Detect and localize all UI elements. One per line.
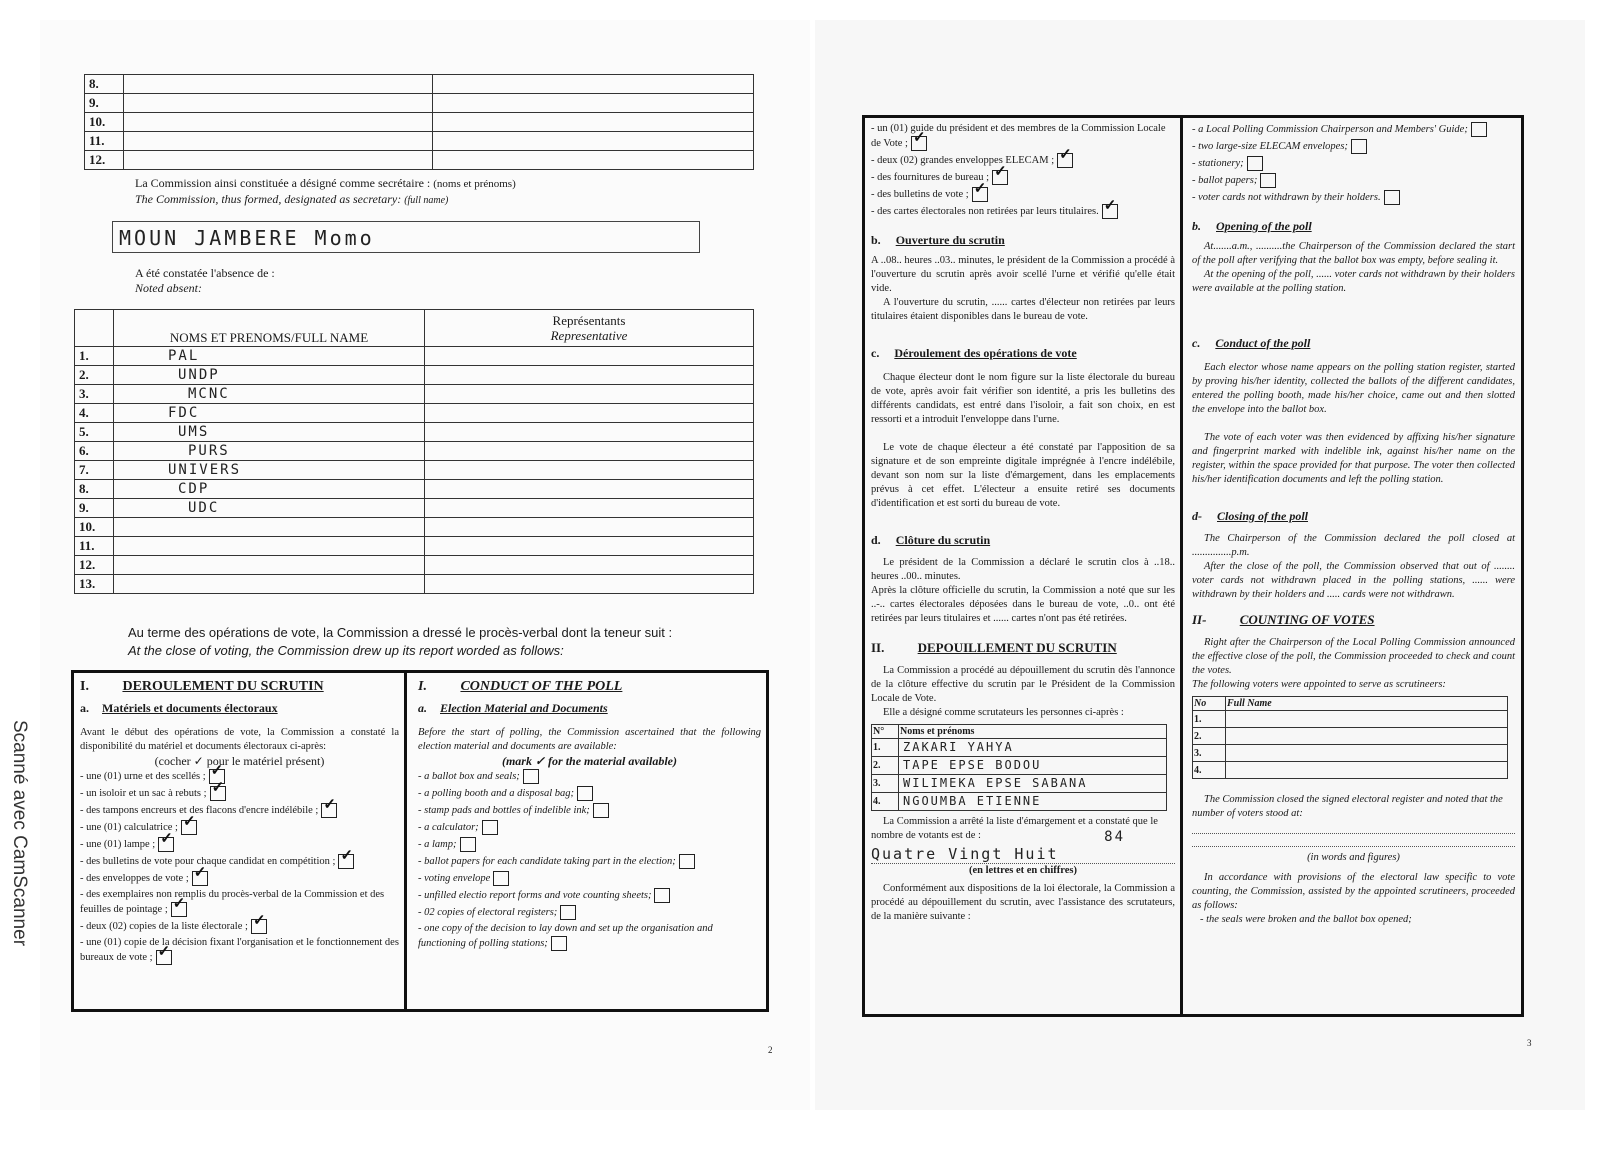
scrutineer-name-cell[interactable] [1226, 762, 1508, 779]
absent-name-handwritten: FDC [168, 405, 200, 421]
checklist-item [418, 786, 761, 801]
checklist-item-text: - a Local Polling Commission Chairperson and Members' Guide; [1192, 123, 1468, 135]
row-number: 10. [85, 113, 124, 132]
checklist-item-text: - voter cards not withdrawn by their holders. [1192, 191, 1381, 203]
section-i-fr-list [80, 769, 399, 965]
rfr-d-text: Le président de la Commission a déclaré le scrutin clos à ..18.. heures ..00.. minutes. [871, 557, 1175, 582]
ren-scr-head-no: No [1193, 697, 1226, 711]
checklist-item-text: - one copy of the decision to lay down and set up the organisation and functioning of polling stations; [418, 923, 713, 949]
checkbox[interactable] [911, 136, 927, 151]
absence-table [74, 309, 754, 594]
ren-voters-line-1[interactable] [1192, 821, 1515, 834]
row-number: 11. [75, 537, 114, 556]
checklist-item-text: - ballot papers; [1192, 174, 1258, 186]
checklist-item [418, 803, 761, 818]
absent-name-cell[interactable] [114, 423, 425, 442]
checklist-item-text: - une (01) calculatrice ; [80, 821, 178, 833]
ren-c-text: Each elector whose name appears on the polling station register, started by proving his/her identity, collected the ballots of the different candidates, entered the polling booth, made his/her choice, came out and then slotted the envelope into the ballot box. [1192, 362, 1515, 415]
checklist-item [80, 919, 399, 934]
checklist-item-text: - 02 copies of electoral registers; [418, 906, 558, 918]
checklist-item-text: - two large-size ELECAM envelopes; [1192, 140, 1348, 152]
checklist-item [80, 769, 399, 784]
checklist-item-text: - voting envelope [418, 872, 491, 884]
absent-rep-cell[interactable] [425, 537, 754, 556]
secretary-note-en: (full name) [404, 195, 449, 206]
row-number: 3. [75, 385, 114, 404]
absent-rep-cell[interactable] [425, 461, 754, 480]
checklist-item [80, 820, 399, 835]
section-i-en-intro: Before the start of polling, the Commission ascertained that the following election material and documents are available: [418, 727, 761, 752]
ren-final-text: In accordance with provisions of the electoral law specific to vote counting, the Commission, assisted by the appointed scrutineers, proceeded as follows: [1192, 872, 1515, 911]
row-number: 9. [85, 94, 124, 113]
absence-row [75, 518, 754, 537]
absent-name-cell[interactable] [114, 537, 425, 556]
right-page [815, 20, 1585, 1110]
absent-name-cell[interactable] [114, 366, 425, 385]
top-table-row [85, 94, 754, 113]
checkbox[interactable] [251, 919, 267, 934]
ren-b-text2: At the opening of the poll, ...... voter cards not withdrawn by their holders were available at the polling station. [1192, 269, 1515, 294]
row-number: 3. [1193, 745, 1226, 762]
row-number: 4. [75, 404, 114, 423]
absence-row [75, 423, 754, 442]
row-number: 4. [1193, 762, 1226, 779]
name-cell[interactable] [124, 75, 433, 94]
row-number: 12. [75, 556, 114, 575]
ren-c-text2: The vote of each voter was then evidenced by affixing his/her signature and fingerprint marked with indelible ink, against his/her name on the register, within the space provided for that purpose. The voter then collected his/her identification documents and left the polling station. [1192, 432, 1515, 485]
ren-b-label: b. [1192, 219, 1201, 233]
checklist-item [871, 170, 1175, 185]
checkbox[interactable] [1247, 156, 1263, 171]
absent-rep-cell[interactable] [425, 423, 754, 442]
section-i-fr-subtitle: Matériels et documents électoraux [102, 701, 278, 715]
checklist-item-text: - des cartes électorales non retirées par leurs titulaires. [871, 205, 1099, 217]
checklist-item-text: - a polling booth and a disposal bag; [418, 787, 575, 799]
checkbox[interactable] [460, 837, 476, 852]
checkbox[interactable] [1102, 204, 1118, 219]
section-i-fr-num: I. [80, 679, 89, 694]
absent-rep-cell[interactable] [425, 518, 754, 537]
closing-text [128, 624, 672, 660]
watermark-text: Scanné avec CamScanner [9, 720, 30, 947]
checklist-item-text: - des bulletins de vote ; [871, 188, 969, 200]
checklist-item-text: - unfilled electio report forms and vote counting sheets; [418, 889, 652, 901]
checklist-item-text: - a calculator; [418, 821, 479, 833]
absent-rep-cell[interactable] [425, 442, 754, 461]
rep-cell[interactable] [433, 75, 754, 94]
section-i-fr-title: DEROULEMENT DU SCRUTIN [122, 679, 324, 694]
absence-col-rep [425, 310, 754, 347]
top-table-row [85, 151, 754, 170]
absent-rep-cell[interactable] [425, 404, 754, 423]
rfr-b-title: Ouverture du scrutin [895, 233, 1005, 247]
absent-name-cell[interactable] [114, 518, 425, 537]
checklist-item [80, 854, 399, 869]
checklist-item [1192, 173, 1515, 188]
ren-ii-label: II- [1192, 612, 1207, 627]
checklist-item [418, 871, 761, 886]
absence-row [75, 366, 754, 385]
checklist-item-text: - des enveloppes de vote ; [80, 872, 189, 884]
checklist-item-text: - deux (02) grandes enveloppes ELECAM ; [871, 154, 1055, 166]
checklist-item-text: - un (01) guide du président et des membres de la Commission Locale de Vote ; [871, 123, 1166, 149]
absent-name-handwritten: PURS [188, 443, 230, 459]
rfr-scr-head-no: N° [872, 725, 899, 739]
scrutineer-name: TAPE EPSE BODOU [903, 758, 1042, 772]
checklist-item-text: - stamp pads and bottles of indelible ink; [418, 804, 590, 816]
rfr-voters-num: 84 [1104, 829, 1125, 845]
name-cell[interactable] [124, 132, 433, 151]
row-number: 2. [75, 366, 114, 385]
checklist-item [1192, 190, 1515, 205]
section-i-fr-sub: a. [80, 701, 89, 715]
rfr-d-text2: Après la clôture officielle du scrutin, la Commission a noté que sur les ..-.. cartes électorales déposées dans le bureau de vote, ..0.. ont été retirées par leurs titulaires et ...... cartes n'ont pas été retirées. [871, 585, 1175, 624]
absent-name-handwritten: CDP [178, 481, 210, 497]
absence-row [75, 480, 754, 499]
scrutineer-name-cell[interactable] [899, 757, 1167, 775]
absent-name-cell[interactable] [114, 499, 425, 518]
scrutineer-row [1193, 762, 1508, 779]
absence-row [75, 385, 754, 404]
row-number: 1. [872, 739, 899, 757]
scrutineer-name-cell[interactable] [1226, 745, 1508, 762]
rfr-voters-text: La Commission a arrêté la liste d'émargement et a constaté que le nombre de votants est de : [871, 816, 1158, 841]
scrutineer-name: NGOUMBA ETIENNE [903, 794, 1042, 808]
checklist-item [80, 888, 399, 917]
secretary-handwritten: MOUN JAMBERE Momo [119, 226, 375, 250]
scrutineer-row [1193, 711, 1508, 728]
checklist-item [418, 922, 761, 951]
absent-rep-cell[interactable] [425, 347, 754, 366]
top-table [84, 74, 754, 170]
right-fr-list [871, 122, 1175, 219]
name-cell[interactable] [124, 151, 433, 170]
section-i-en [410, 673, 766, 1009]
absent-name-cell[interactable] [114, 442, 425, 461]
checklist-item-text: - des tampons encreurs et des flacons d'encre indélébile ; [80, 804, 319, 816]
ren-voters-note: (in words and figures) [1307, 852, 1400, 863]
absent-name-cell[interactable] [114, 385, 425, 404]
rfr-b-text2: A l'ouverture du scrutin, ...... cartes d'électeur non retirées par leurs titulaires étaient disponibles dans le bureau de vote. [871, 297, 1175, 322]
checklist-item [80, 936, 399, 965]
checkbox[interactable] [210, 786, 226, 801]
right-fr-column [865, 118, 1183, 1014]
checklist-item [80, 786, 399, 801]
absent-name-cell[interactable] [114, 556, 425, 575]
row-number: 9. [75, 499, 114, 518]
scrutineer-row [872, 775, 1167, 793]
checklist-item [418, 837, 761, 852]
ren-d-text: The Chairperson of the Commission declared the poll closed at ...............p.m. [1192, 533, 1515, 558]
secretary-label [135, 176, 755, 208]
scrutineer-row [872, 757, 1167, 775]
checklist-item [80, 871, 399, 886]
scrutineer-row [1193, 745, 1508, 762]
checklist-item-text: - ballot papers for each candidate taking part in the election; [418, 855, 676, 867]
absent-rep-cell[interactable] [425, 556, 754, 575]
rep-cell[interactable] [433, 113, 754, 132]
checkbox[interactable] [158, 837, 174, 852]
absent-name-handwritten: UDC [188, 500, 220, 516]
absent-rep-cell[interactable] [425, 385, 754, 404]
ren-b-text: At.......a.m., ..........the Chairperson of the Commission declared the start of the poll after verifying that the ballot box was empty, before sealing it. [1192, 241, 1515, 266]
rfr-scr-head-name: Noms et prénoms [899, 725, 1167, 739]
section-i-en-mark: (mark ✓ for the material available) [501, 754, 678, 768]
ren-d-text2: After the close of the poll, the Commission observed that out of ........ voter cards not withdrawn placed in the polling stations, ...... were withdrawn by their holders and ..... cards were not withdrawn. [1192, 561, 1515, 600]
absence-col-rep-fr: Représentants [552, 313, 626, 328]
absent-rep-cell[interactable] [425, 499, 754, 518]
rfr-voters-words: Quatre Vingt Huit [871, 845, 1175, 864]
checkbox[interactable] [593, 803, 609, 818]
checklist-item-text: - deux (02) copies de la liste électorale ; [80, 920, 248, 932]
ren-d-label: d- [1192, 509, 1202, 523]
secretary-note-fr: (noms et prénoms) [433, 178, 516, 190]
absence-label [135, 266, 275, 296]
checklist-item-text: - une (01) lampe ; [80, 838, 156, 850]
row-number: 2. [872, 757, 899, 775]
checklist-item-text: - une (01) urne et des scellés ; [80, 770, 206, 782]
checklist-item-text: - une (01) copie de la décision fixant l'organisation et le fonctionnement des bureaux de vote ; [80, 937, 399, 963]
rfr-scrutineer-table [871, 724, 1167, 811]
absence-row [75, 499, 754, 518]
rfr-ii-title: DEPOUILLEMENT DU SCRUTIN [917, 640, 1117, 655]
row-number: 2. [1193, 728, 1226, 745]
section-i-fr-mark: (cocher ✓ pour le matériel présent) [154, 754, 325, 768]
rfr-c-label: c. [871, 346, 880, 360]
row-number: 10. [75, 518, 114, 537]
checklist-item [80, 803, 399, 818]
top-table-row [85, 113, 754, 132]
rep-cell[interactable] [433, 151, 754, 170]
rfr-ii-text: La Commission a procédé au dépouillement du scrutin dès l'annonce de la clôture effective du scrutin par le Président de la Commission Locale de Vote. [871, 665, 1175, 704]
ren-final-item: - the seals were broken and the ballot box opened; [1200, 914, 1412, 925]
rfr-final-text: Conformément aux dispositions de la loi électorale, la Commission a procédé au dépouillement du scrutin, avec l'assistance des scrutateurs, de la manière suivante : [871, 883, 1175, 922]
row-number: 6. [75, 442, 114, 461]
page-number-left: 2 [768, 1045, 773, 1055]
rfr-d-label: d. [871, 533, 881, 547]
ren-ii-title: COUNTING OF VOTES [1239, 612, 1375, 627]
checkbox[interactable] [992, 170, 1008, 185]
rep-cell[interactable] [433, 132, 754, 151]
section-i-en-list [418, 769, 761, 951]
checklist-item-text: - a ballot box and seals; [418, 770, 520, 782]
absence-row [75, 442, 754, 461]
absent-name-cell[interactable] [114, 347, 425, 366]
row-number: 7. [75, 461, 114, 480]
checklist-item [1192, 122, 1515, 137]
absence-row [75, 347, 754, 366]
scrutineer-name-cell[interactable] [899, 775, 1167, 793]
absent-name-handwritten: PAL [168, 348, 200, 364]
ren-voters-text: The Commission closed the signed electoral register and noted that the number of voters stood at: [1192, 794, 1503, 819]
absence-row [75, 556, 754, 575]
absence-col-name: NOMS ET PRENOMS/FULL NAME [114, 310, 425, 347]
right-frame [862, 115, 1524, 1017]
right-en-column [1186, 118, 1521, 1014]
name-cell[interactable] [124, 94, 433, 113]
secretary-label-fr: La Commission ainsi constituée a désigné comme secrétaire : [135, 176, 431, 190]
checkbox[interactable] [679, 854, 695, 869]
scrutineer-name-cell[interactable] [1226, 728, 1508, 745]
checkbox[interactable] [493, 871, 509, 886]
closing-en: At the close of voting, the Commission drew up its report worded as follows: [128, 643, 564, 658]
left-page [40, 20, 810, 1110]
checklist-item-text: - un isoloir et un sac à rebuts ; [80, 787, 207, 799]
absent-name-cell[interactable] [114, 575, 425, 594]
row-number: 8. [75, 480, 114, 499]
ren-voters-line-2[interactable] [1192, 834, 1515, 847]
checklist-item [418, 905, 761, 920]
absent-name-handwritten: UMS [178, 424, 210, 440]
section-i-frame [71, 670, 769, 1012]
checkbox[interactable] [1260, 173, 1276, 188]
checklist-item [418, 888, 761, 903]
rfr-b-text: A ..08.. heures ..03.. minutes, le président de la Commission a procédé à l'ouverture du scrutin après avoir scellé l'urne et vérifié qu'elle était vide. [871, 255, 1175, 294]
absent-name-cell[interactable] [114, 480, 425, 499]
section-i-en-sub: a. [418, 701, 427, 715]
checkbox[interactable] [1351, 139, 1367, 154]
checkbox[interactable] [482, 820, 498, 835]
scrutineer-row [872, 793, 1167, 811]
absent-rep-cell[interactable] [425, 575, 754, 594]
absence-row [75, 404, 754, 423]
top-table-row [85, 75, 754, 94]
row-number: 13. [75, 575, 114, 594]
checkbox[interactable] [321, 803, 337, 818]
section-i-en-subtitle: Election Material and Documents [440, 701, 608, 715]
secretary-label-en: The Commission, thus formed, designated as secretary: [135, 192, 402, 206]
absence-row [75, 537, 754, 556]
rfr-c-title: Déroulement des opérations de vote [894, 346, 1077, 360]
checklist-item-text: - a lamp; [418, 838, 457, 850]
checklist-item [871, 122, 1175, 151]
checklist-item [418, 769, 761, 784]
scrutineer-row [1193, 728, 1508, 745]
absent-name-handwritten: UNDP [178, 367, 220, 383]
rfr-voters-note: (en lettres et en chiffres) [968, 865, 1078, 876]
row-number: 3. [872, 775, 899, 793]
scrutineer-name-cell[interactable] [899, 739, 1167, 757]
rep-cell[interactable] [433, 94, 754, 113]
checkbox[interactable] [551, 936, 567, 951]
checkbox[interactable] [181, 820, 197, 835]
checkbox[interactable] [577, 786, 593, 801]
ren-c-label: c. [1192, 336, 1201, 350]
rfr-c-text: Chaque électeur dont le nom figure sur la liste électorale du bureau de vote, après avoir fait vérifier son identité, a pris les bulletins des différents candidats, est entré dans l'isoloir, a fait son choix, en est ressorti et a introduit l'enveloppe dans l'urne. [871, 372, 1175, 425]
absent-rep-cell[interactable] [425, 366, 754, 385]
absence-col-rep-en: Representative [550, 328, 628, 343]
secretary-field[interactable] [112, 221, 700, 253]
ren-ii-text: Right after the Chairperson of the Local Polling Commission announced the effective close of the poll, the Commission proceeded to check and count the votes. [1192, 637, 1515, 676]
row-number: 12. [85, 151, 124, 170]
row-number: 1. [75, 347, 114, 366]
checkbox[interactable] [560, 905, 576, 920]
row-number: 8. [85, 75, 124, 94]
rfr-b-label: b. [871, 233, 881, 247]
checklist-item [418, 854, 761, 869]
checklist-item [871, 153, 1175, 168]
scrutineer-name: WILIMEKA EPSE SABANA [903, 776, 1088, 790]
checkbox[interactable] [1057, 153, 1073, 168]
checklist-item [871, 187, 1175, 202]
absent-rep-cell[interactable] [425, 480, 754, 499]
checkbox[interactable] [523, 769, 539, 784]
absent-name-cell[interactable] [114, 404, 425, 423]
ren-scr-head-name: Full Name [1226, 697, 1508, 711]
checkbox[interactable] [972, 187, 988, 202]
checkbox[interactable] [1384, 190, 1400, 205]
checklist-item-text: - des exemplaires non remplis du procès-verbal de la Commission et des feuilles de pointage ; [80, 889, 385, 915]
ren-b-title: Opening of the poll [1216, 219, 1312, 233]
scrutineer-name-cell[interactable] [1226, 711, 1508, 728]
checklist-item [1192, 156, 1515, 171]
scrutineer-row [872, 739, 1167, 757]
rfr-ii-text2: Elle a désigné comme scrutateurs les personnes ci-après : [883, 707, 1124, 718]
ren-c-title: Conduct of the poll [1215, 336, 1311, 350]
closing-fr: Au terme des opérations de vote, la Commission a dressé le procès-verbal dont la teneur suit : [128, 625, 673, 640]
section-i-en-num: I. [418, 679, 427, 694]
checklist-item-text: - stationery; [1192, 157, 1244, 169]
checklist-item [1192, 139, 1515, 154]
checklist-item-text: - des fournitures de bureau ; [871, 171, 990, 183]
rfr-d-title: Clôture du scrutin [895, 533, 991, 547]
scrutineer-name: ZAKARI YAHYA [903, 740, 1014, 754]
rfr-c-text2: Le vote de chaque électeur a été constaté par l'apposition de sa signature et de son empreinte digitale imprégnée à l'encre indélébile, devant son nom sur la liste d'émargement, dans les emplacements prévus à cet effet. L'électeur a ensuite retiré ses documents d'identification et est sorti du bureau de vote. [871, 442, 1175, 509]
absence-label-en: Noted absent: [135, 281, 202, 295]
right-en-list [1192, 122, 1515, 205]
top-table-row [85, 132, 754, 151]
row-number: 11. [85, 132, 124, 151]
checkbox[interactable] [654, 888, 670, 903]
absence-label-fr: A été constatée l'absence de : [135, 266, 275, 280]
section-i-en-title: CONDUCT OF THE POLL [460, 679, 623, 694]
checklist-item [418, 820, 761, 835]
checklist-item [871, 204, 1175, 219]
page-number-right: 3 [1527, 1038, 1532, 1048]
section-i-fr [74, 673, 407, 1009]
ren-d-title: Closing of the poll [1217, 509, 1309, 523]
name-cell[interactable] [124, 113, 433, 132]
row-number: 4. [872, 793, 899, 811]
scrutineer-name-cell[interactable] [899, 793, 1167, 811]
ren-ii-text2: The following voters were appointed to serve as scrutineers: [1192, 679, 1446, 690]
checkbox[interactable] [171, 902, 187, 917]
checkbox[interactable] [1471, 122, 1487, 137]
row-number: 1. [1193, 711, 1226, 728]
checkbox[interactable] [156, 950, 172, 965]
absent-name-cell[interactable] [114, 461, 425, 480]
absent-name-handwritten: UNIVERS [168, 462, 242, 478]
section-i-fr-intro: Avant le début des opérations de vote, la Commission a constaté la disponibilité du matériel et documents électoraux ci-après: [80, 727, 399, 752]
checkbox[interactable] [192, 871, 208, 886]
checkbox[interactable] [338, 854, 354, 869]
checklist-item-text: - des bulletins de vote pour chaque candidat en compétition ; [80, 855, 336, 867]
ren-scrutineer-table [1192, 696, 1508, 779]
absence-row [75, 575, 754, 594]
row-number: 5. [75, 423, 114, 442]
absent-name-handwritten: MCNC [188, 386, 230, 402]
rfr-ii-label: II. [871, 640, 885, 655]
absence-row [75, 461, 754, 480]
